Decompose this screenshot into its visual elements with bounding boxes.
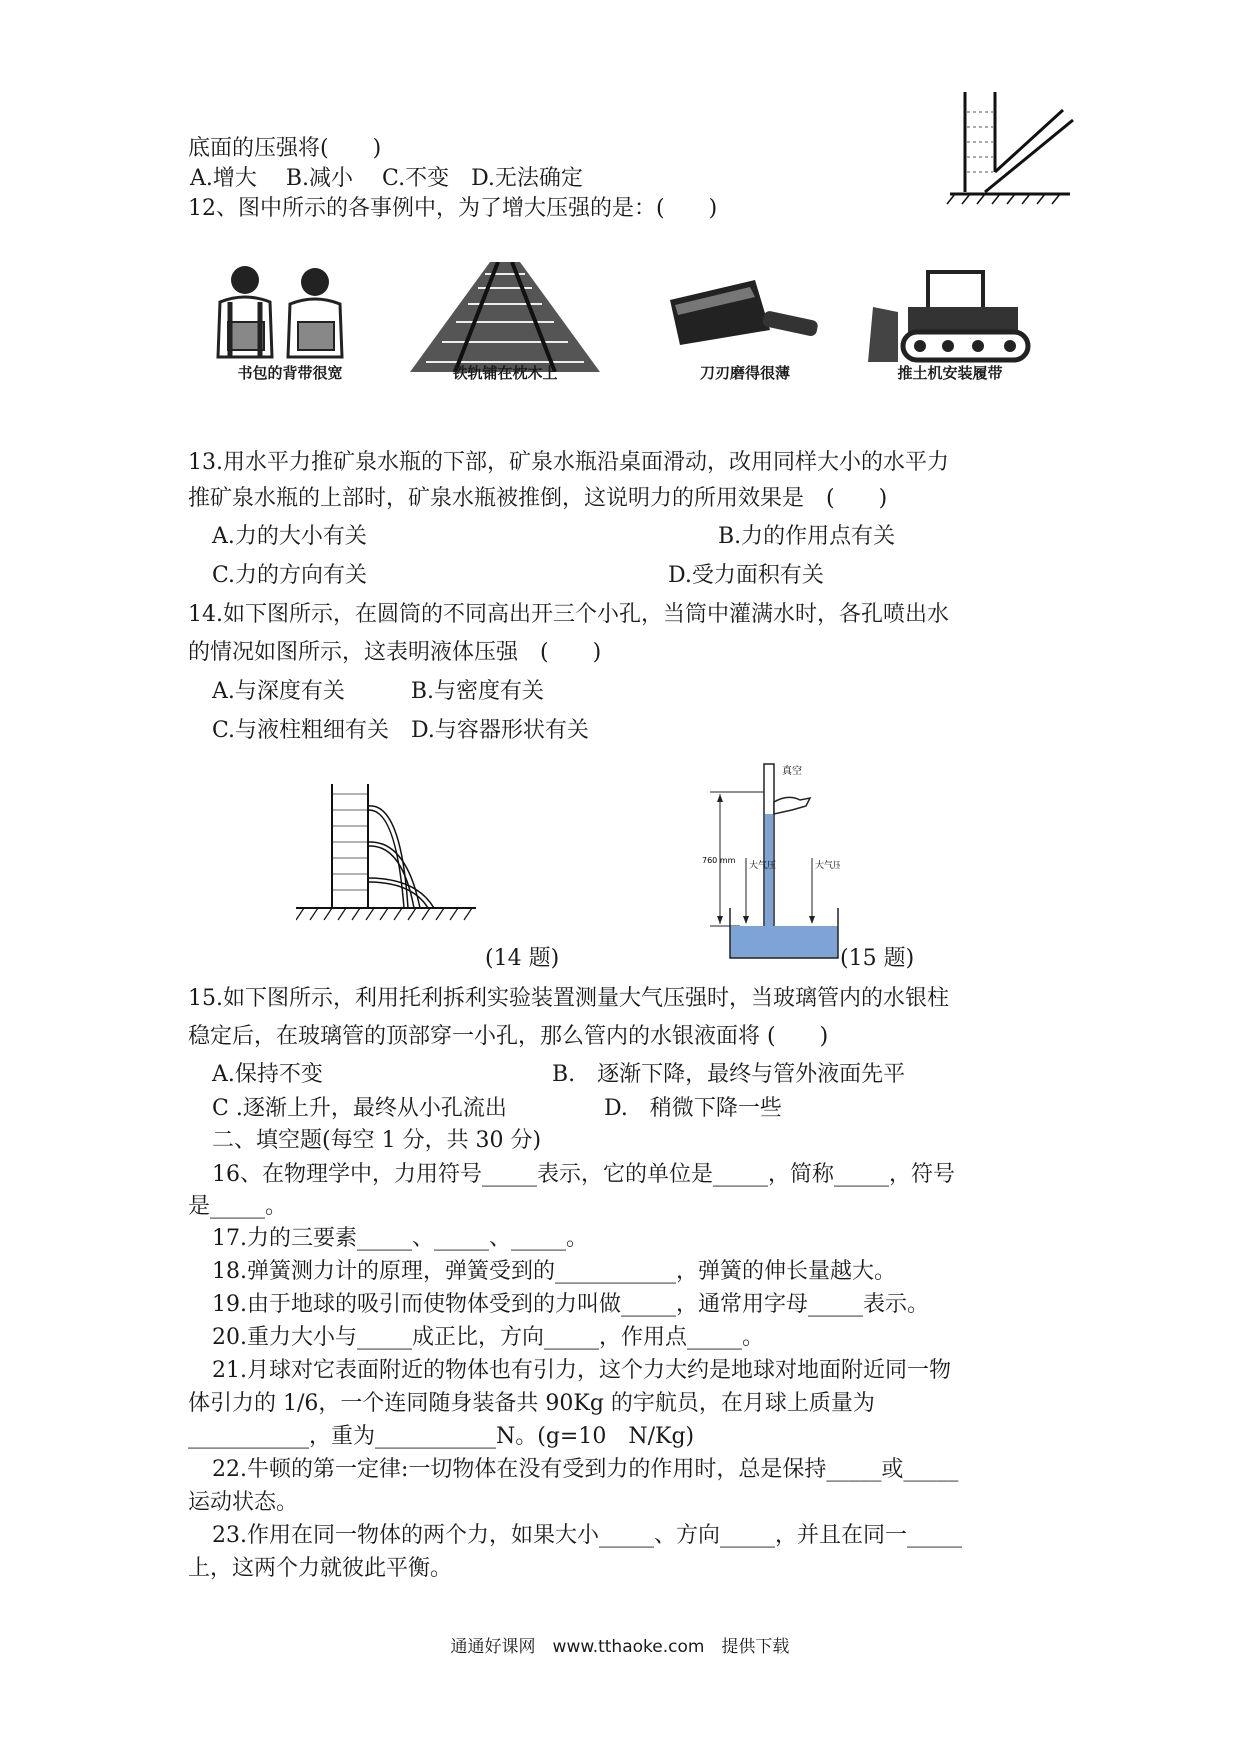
section-2-title: 二、填空题(每空 1 分，共 30 分) bbox=[212, 1128, 542, 1153]
q13-option-a: A.力的大小有关 bbox=[212, 524, 367, 549]
q13-option-b: B.力的作用点有关 bbox=[718, 524, 896, 549]
q13-line-1: 13.用水平力推矿泉水瓶的下部，矿泉水瓶沿桌面滑动，改用同样大小的水平力 bbox=[188, 450, 949, 475]
q12-figure-railway bbox=[410, 262, 600, 376]
q21-line-3: ___________，重为___________N。(g=10 N/Kg) bbox=[188, 1424, 695, 1449]
q14-line-2: 的情况如图所示，这表明液体压强 ( ) bbox=[188, 640, 602, 665]
q22-line-1: 22.牛顿的第一定律:一切物体在没有受到力的作用时，总是保持_____或_____ bbox=[212, 1457, 959, 1482]
label-height: 760 mm bbox=[702, 856, 736, 865]
q11-options: A.增大 B.减小 C.不变 D.无法确定 bbox=[190, 166, 583, 191]
q15-option-c: C .逐渐上升，最终从小孔流出 bbox=[212, 1096, 507, 1121]
q12-caption-2: 铁轨铺在枕木上 bbox=[452, 364, 558, 382]
q12-caption-1: 书包的背带很宽 bbox=[237, 364, 343, 382]
q14-options-ab: A.与深度有关 B.与密度有关 bbox=[212, 679, 545, 704]
q15-option-b: B. 逐渐下降，最终与管外液面先平 bbox=[552, 1062, 906, 1087]
page-footer: 通通好课网 www.tthaoke.com 提供下载 bbox=[450, 1637, 790, 1657]
q13-option-d: D.受力面积有关 bbox=[668, 563, 824, 588]
q23-line-2: 上，这两个力就彼此平衡。 bbox=[188, 1556, 453, 1581]
q19: 19.由于地球的吸引而使物体受到的力叫做_____，通常用字母_____表示。 bbox=[212, 1292, 929, 1317]
label-atm-outside: 大气压 bbox=[815, 861, 840, 871]
q14-figure-cylinder bbox=[296, 780, 476, 932]
q15-option-a: A.保持不变 bbox=[212, 1062, 323, 1087]
q12-figure-bulldozer bbox=[868, 262, 1038, 376]
label-vacuum: 真空 bbox=[782, 766, 802, 777]
q18: 18.弹簧测力计的原理，弹簧受到的___________，弹簧的伸长量越大。 bbox=[212, 1259, 896, 1284]
q23-line-1: 23.作用在同一物体的两个力，如果大小_____、方向_____，并且在同一_____ bbox=[212, 1523, 962, 1548]
q16-line-2: 是_____。 bbox=[188, 1194, 288, 1219]
q16-line-1: 16、在物理学中，力用符号_____表示，它的单位是_____，简称_____，符号 bbox=[212, 1162, 955, 1187]
q21-line-1: 21.月球对它表面附近的物体也有引力，这个力大约是地球对地面附近同一物 bbox=[212, 1358, 951, 1383]
q17: 17.力的三要素_____、_____、_____。 bbox=[212, 1226, 588, 1251]
q13-line-2: 推矿泉水瓶的上部时，矿泉水瓶被推倒，这说明力的所用效果是 ( ) bbox=[188, 486, 888, 511]
q12-figure-knife bbox=[660, 275, 830, 369]
q21-line-2: 体引力的 1/6，一个连同随身装备共 90Kg 的宇航员，在月球上质量为 bbox=[188, 1391, 875, 1416]
q20: 20.重力大小与_____成正比，方向_____，作用点_____。 bbox=[212, 1325, 764, 1350]
q14-options-cd: C.与液柱粗细有关 D.与容器形状有关 bbox=[212, 718, 589, 743]
q15-option-d: D. 稍微下降一些 bbox=[604, 1096, 782, 1121]
q12-caption-3: 刀刃磨得很薄 bbox=[699, 364, 790, 382]
q22-line-2: 运动状态。 bbox=[188, 1490, 299, 1515]
q13-option-c: C.力的方向有关 bbox=[212, 563, 368, 588]
connected-vessel-figure bbox=[945, 92, 1075, 211]
q15-figure-torricelli bbox=[700, 758, 840, 967]
q14-figure-caption: (14 题) bbox=[485, 946, 560, 971]
q14-line-1: 14.如下图所示，在圆筒的不同高出开三个小孔，当筒中灌满水时，各孔喷出水 bbox=[188, 602, 949, 627]
label-atm-inside: 大气压 bbox=[749, 861, 777, 871]
q12-caption-4: 推土机安装履带 bbox=[897, 364, 1003, 382]
q12-question: 12、图中所示的各事例中，为了增大压强的是：( ) bbox=[188, 196, 718, 221]
q15-line-2: 稳定后，在玻璃管的顶部穿一小孔，那么管内的水银液面将 ( ) bbox=[188, 1024, 829, 1049]
q15-line-1: 15.如下图所示，利用托利拆利实验装置测量大气压强时，当玻璃管内的水银柱 bbox=[188, 986, 949, 1011]
q11-tail: 底面的压强将( ) bbox=[188, 136, 382, 161]
q15-figure-caption: (15 题) bbox=[840, 946, 915, 971]
